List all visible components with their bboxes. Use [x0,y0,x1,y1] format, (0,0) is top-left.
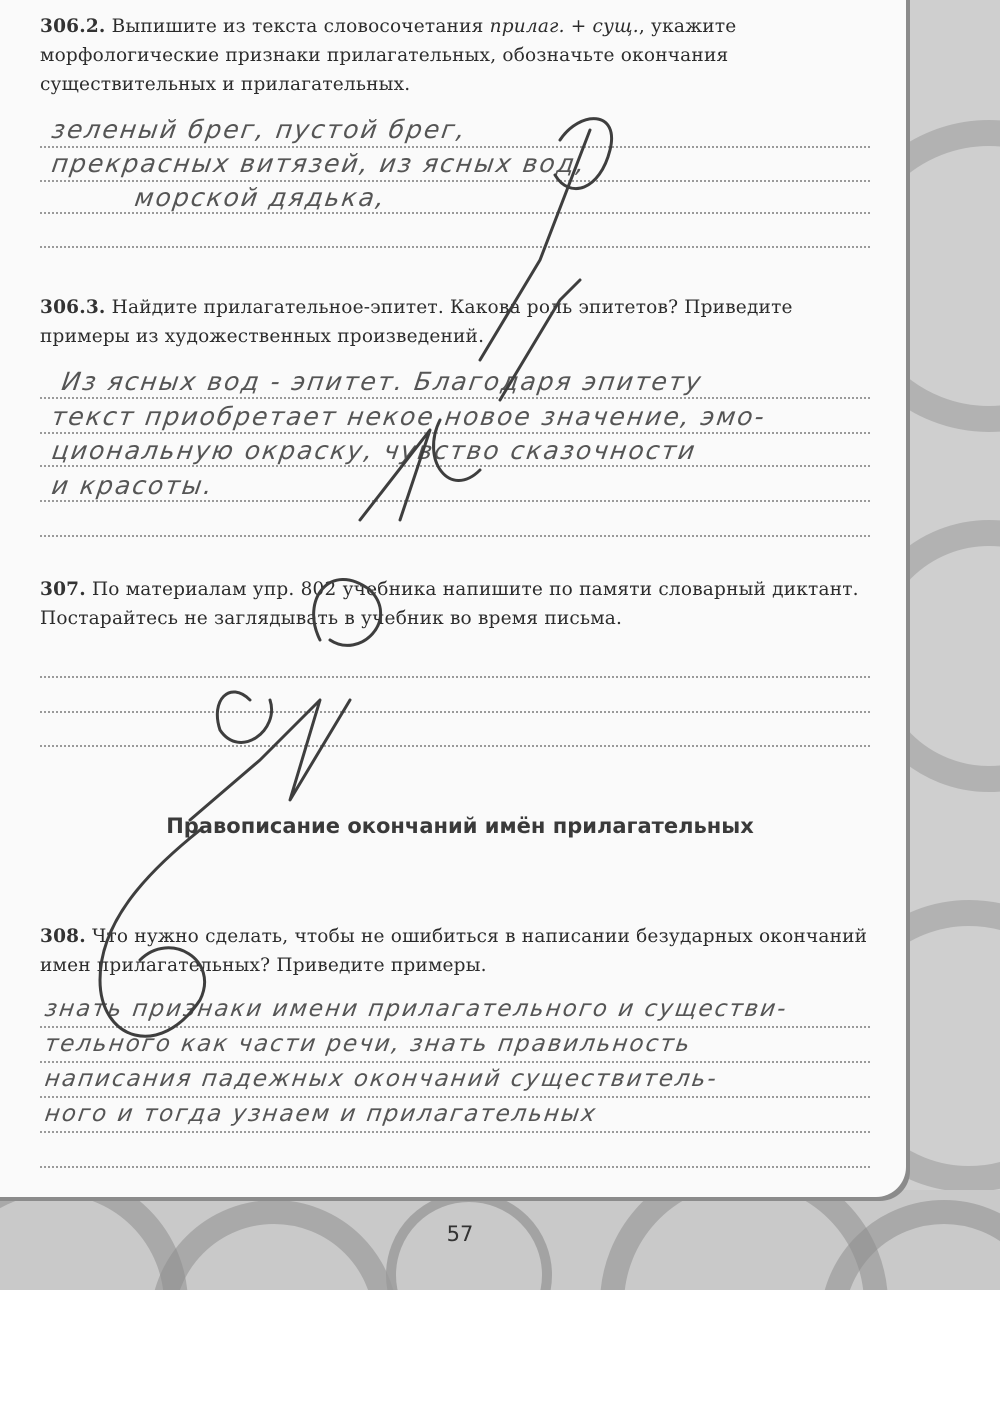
task-text: Выпишите из текста словосочетания [111,16,484,37]
page-bottom-margin [0,1290,1000,1414]
handwritten-answer-line: циональную окраску, чувство сказочности [49,436,699,465]
task-number: 308. [40,926,86,947]
handwritten-answer-line: ного и тогда узнаем и прилагательных [43,1101,599,1127]
handwritten-answer-line: тельного как части речи, знать правильность [43,1031,694,1057]
handwritten-answer-line: текст приобретает некое новое значение, эмо- [49,402,768,431]
task-text: Найдите прилагательное-эпитет. Какова роль эпитетов? Приведите примеры из художественных произведений. [40,297,793,347]
task-text: По материалам упр. 802 учебника напишите по памяти словарный диктант. Постарайтесь не заглядывать в учебник во время письма. [40,579,859,629]
section-heading: Правописание окончаний имён прилагательных [166,814,754,838]
task-number: 307. [40,579,86,600]
task-text-emphasis: прилаг. + сущ. [489,16,639,37]
handwritten-answer-line: морской дядька, [132,183,389,212]
page-number: 57 [446,1222,474,1246]
handwritten-answer-line: Из ясных вод - эпитет. Благодаря эпитету [59,367,705,396]
handwritten-answer-line: знать признаки имени прилагательного и существи- [43,996,790,1022]
handwritten-answer-line: прекрасных витязей, из ясных вод, [49,149,589,178]
handwritten-answer-line: зеленый брег, пустой брег, [49,115,469,144]
task-text: Что нужно сделать, чтобы не ошибиться в написании безударных окончаний имен прилагательных? Приведите примеры. [40,926,868,976]
task-number: 306.2. [40,16,106,37]
task-number: 306.3. [40,297,106,318]
handwritten-answer-line: написания падежных окончаний существитель- [43,1066,720,1092]
task-text: , укажите морфологические признаки прилагательных, обозначьте окончания существительных и прилагательных. [40,16,737,95]
handwritten-answer-line: и красоты. [49,471,216,500]
